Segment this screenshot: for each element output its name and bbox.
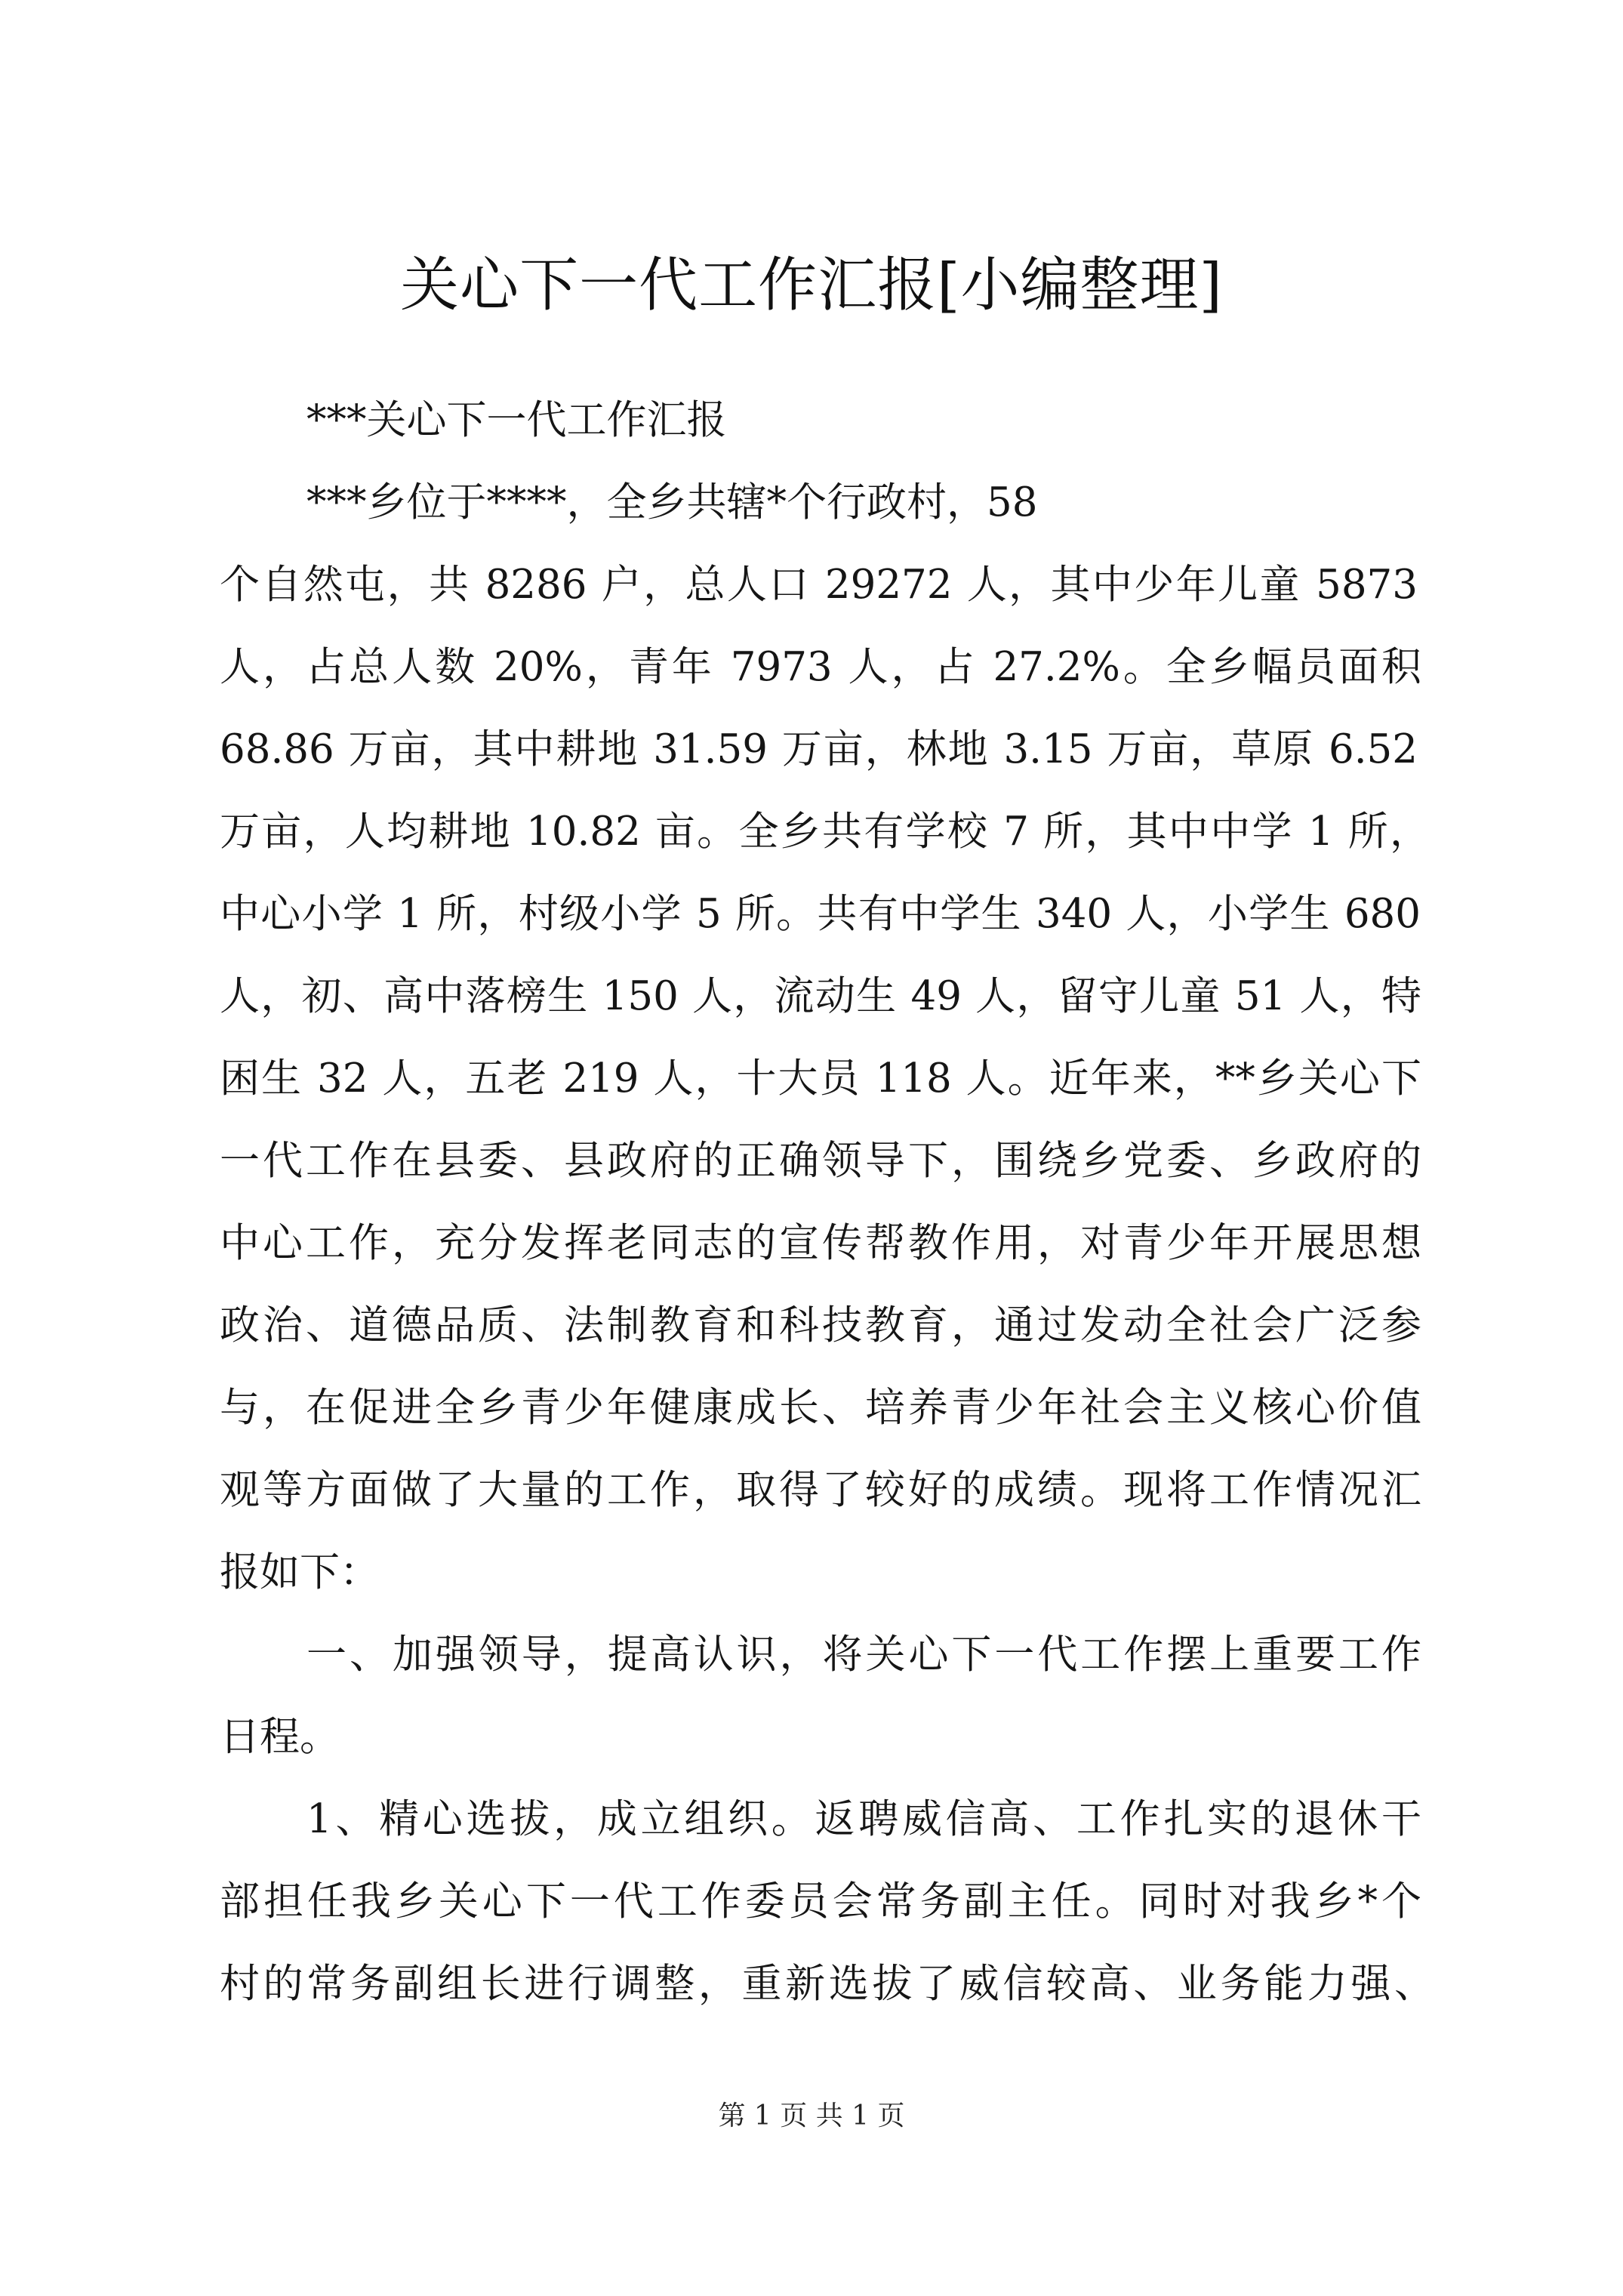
body-line-10: 一代工作在县委、县政府的正确领导下，围绕乡党委、乡政府的 (220, 1138, 1421, 1184)
body-line-18: 1、精心选拔，成立组织。返聘威信高、工作扎实的退休干 (306, 1796, 1421, 1842)
body-line-11: 中心工作，充分发挥老同志的宣传帮教作用，对青少年开展思想 (220, 1220, 1421, 1266)
body-line-17: 日程。 (220, 1714, 340, 1760)
body-line-14: 观等方面做了大量的工作，取得了较好的成绩。现将工作情况汇 (220, 1467, 1421, 1513)
body-line-13: 与，在促进全乡青少年健康成长、培养青少年社会主义核心价值 (220, 1385, 1421, 1431)
body-line-1: ***关心下一代工作汇报 (306, 397, 727, 443)
body-line-9: 困生 32 人，五老 219 人，十大员 118 人。近年来，**乡关心下 (220, 1056, 1421, 1102)
body-line-2: ***乡位于****，全乡共辖*个行政村，58 (306, 479, 1038, 525)
body-line-7: 中心小学 1 所，村级小学 5 所。共有中学生 340 人，小学生 680 (220, 891, 1421, 937)
body-line-8: 人，初、高中落榜生 150 人，流动生 49 人，留守儿童 51 人，特 (220, 973, 1421, 1019)
body-line-5: 68.86 万亩，其中耕地 31.59 万亩，林地 3.15 万亩，草原 6.52 (220, 726, 1418, 772)
document-title: 关心下一代工作汇报[小编整理] (400, 251, 1223, 319)
body-line-6: 万亩，人均耕地 10.82 亩。全乡共有学校 7 所，其中中学 1 所， (220, 809, 1430, 855)
body-line-12: 政治、道德品质、法制教育和科技教育，通过发动全社会广泛参 (220, 1302, 1421, 1348)
body-line-4: 人，占总人数 20%，青年 7973 人，占 27.2%。全乡幅员面积 (220, 644, 1421, 690)
body-line-15: 报如下： (220, 1549, 380, 1595)
page-footer: 第 1 页 共 1 页 (718, 2100, 905, 2131)
body-line-16: 一、加强领导，提高认识，将关心下一代工作摆上重要工作 (306, 1632, 1421, 1678)
body-line-20: 村的常务副组长进行调整，重新选拔了威信较高、业务能力强、 (220, 1961, 1434, 2007)
body-line-3: 个自然屯，共 8286 户，总人口 29272 人，其中少年儿童 5873 (220, 562, 1418, 608)
body-line-19: 部担任我乡关心下一代工作委员会常务副主任。同时对我乡*个 (220, 1878, 1421, 1925)
